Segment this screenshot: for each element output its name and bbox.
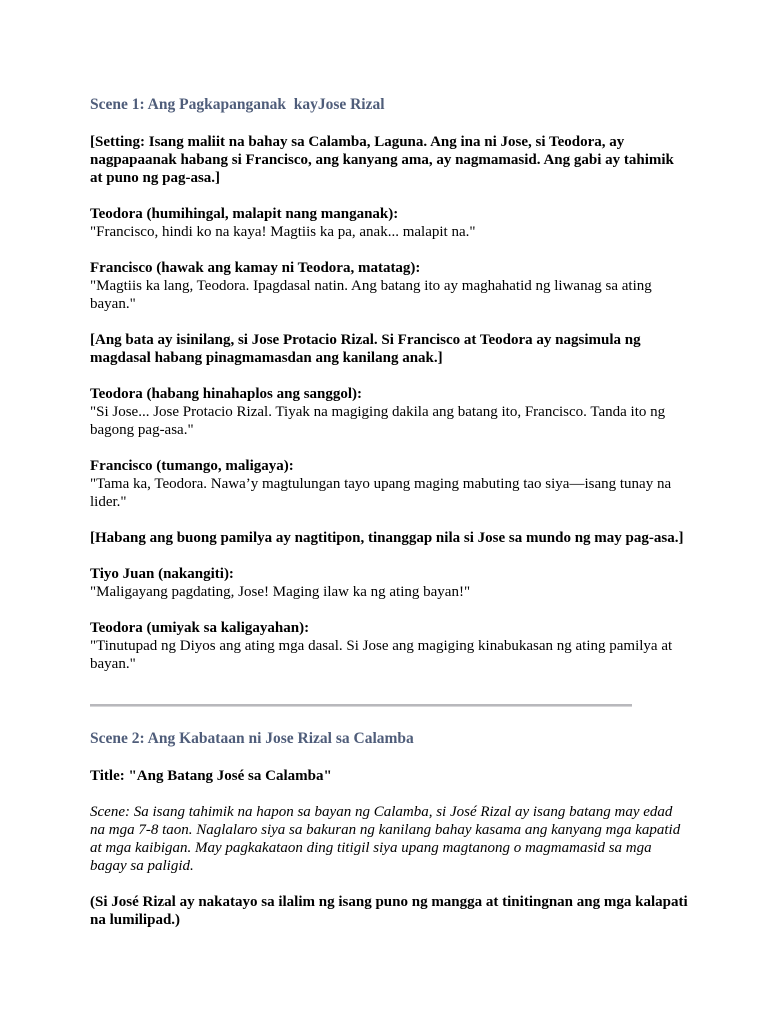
horizontal-divider (90, 704, 632, 707)
scene2-title: Title: "Ang Batang José sa Calamba" (90, 768, 332, 784)
scene1-setting: [Setting: Isang maliit na bahay sa Calamba, Laguna. Ang ina ni Jose, si Teodora, ay nagpapaanak habang si Francisco, ang kanyang ama, ay nagmamasid. Ang gabi ay tahimik at puno ng pag-asa.] (90, 134, 674, 186)
stage-direction-family: [Habang ang buong pamilya ay nagtitipon, tinanggap nila si Jose sa mundo ng may pag-asa.] (90, 530, 684, 546)
speaker-tiyo-juan: Tiyo Juan (nakangiti): (90, 566, 234, 582)
scene2-heading: Scene 2: Ang Kabataan ni Jose Rizal sa Calamba (90, 730, 414, 747)
speaker-francisco-1: Francisco (hawak ang kamay ni Teodora, matatag): (90, 260, 421, 276)
speaker-teodora-1: Teodora (humihingal, malapit nang manganak): (90, 206, 399, 222)
speaker-francisco-2: Francisco (tumango, maligaya): (90, 458, 294, 474)
speaker-teodora-2: Teodora (habang hinahaplos ang sanggol): (90, 386, 363, 402)
dialogue-line-5: "Maligayang pagdating, Jose! Maging ilaw ka ng ating bayan!" (90, 584, 471, 600)
dialogue-line-6: "Tinutupad ng Diyos ang ating mga dasal. Si Jose ang magiging kinabukasan ng ating pamilya at bayan." (90, 638, 673, 672)
dialogue-line-3: "Si Jose... Jose Protacio Rizal. Tiyak na magiging dakila ang batang ito, Francisco. Tanda ito ng bagong pag-asa." (90, 404, 666, 438)
scene2-stage-direction: (Si José Rizal ay nakatayo sa ilalim ng isang puno ng mangga at tinitingnan ang mga kalapati na lumilipad.) (90, 894, 688, 928)
dialogue-line-1: "Francisco, hindi ko na kaya! Magtiis ka pa, anak... malapit na." (90, 224, 476, 240)
speaker-teodora-3: Teodora (umiyak sa kaligayahan): (90, 620, 310, 636)
scene1-heading: Scene 1: Ang Pagkapanganak kayJose Rizal (90, 96, 385, 113)
scene2-section (90, 729, 690, 929)
scene2-description: Scene: Sa isang tahimik na hapon sa bayan ng Calamba, si José Rizal ay isang batang may edad na mga 7-8 taon. Naglalaro siya sa bakuran ng kanilang bahay kasama ang kanyang mga kapatid at mga kaibigan. May pagkakataon ding titigil siya upang magtanong o magmamasid sa mga bagay sa paligid. (90, 804, 681, 874)
dialogue-line-4: "Tama ka, Teodora. Nawa’y magtulungan tayo upang maging mabuting tao siya—isang tunay na lider." (90, 476, 672, 510)
dialogue-line-2: "Magtiis ka lang, Teodora. Ipagdasal natin. Ang batang ito ay maghahatid ng liwanag sa ating bayan." (90, 278, 652, 312)
document-page (90, 95, 690, 673)
stage-direction-birth: [Ang bata ay isinilang, si Jose Protacio Rizal. Si Francisco at Teodora ay nagsimula ng magdasal habang pinagmamasdan ang kanilang anak.] (90, 332, 641, 366)
